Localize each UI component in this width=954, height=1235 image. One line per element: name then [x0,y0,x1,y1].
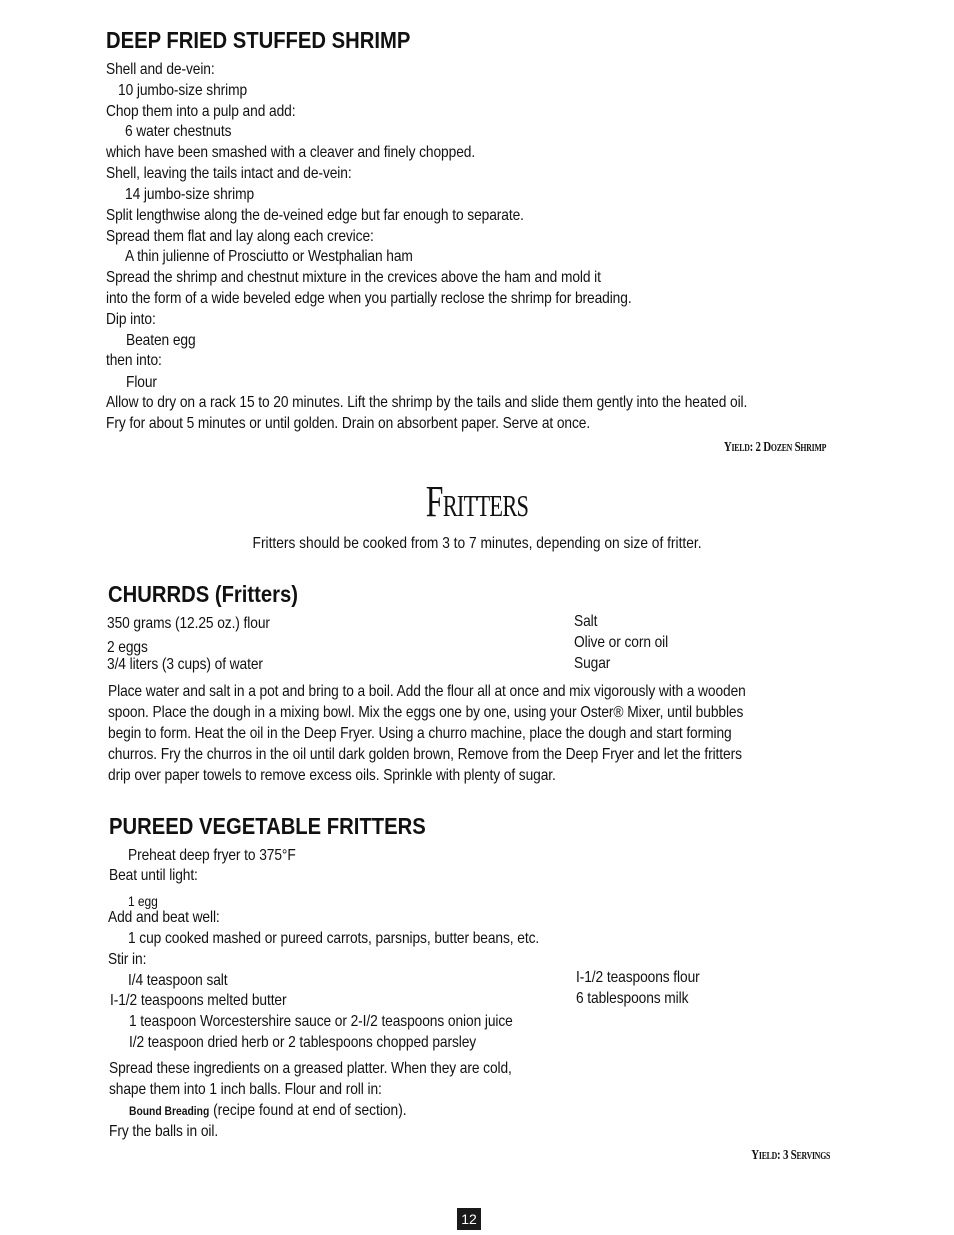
shrimp-line: Spread them flat and lay along each crevice: [106,228,374,245]
fritters-intro-wrap [0,534,954,554]
shrimp-line: Split lengthwise along the de-veined edge but far enough to separate. [106,207,524,224]
shrimp-line: Beaten egg [126,332,196,349]
section-title: Fritters [425,477,529,526]
churros-ingredient: Sugar [574,655,611,672]
veg-ingredient: 6 tablespoons milk [576,990,689,1007]
page-number: 12 [457,1208,481,1230]
bound-breading-note: (recipe found at end of section). [213,1102,407,1119]
veg-title: PUREED VEGETABLE FRITTERS [109,813,426,839]
bound-breading-ref: Bound Breading [129,1104,210,1118]
bound-breading-line [129,1101,407,1121]
veg-ingredient: I-1/2 teaspoons flour [576,969,700,986]
veg-line: Preheat deep fryer to 375°F [128,847,296,864]
shrimp-line: Flour [126,374,157,391]
veg-line: 1 teaspoon Worcestershire sauce or 2-I/2 teaspoons onion juice [129,1013,513,1030]
shrimp-line: Chop them into a pulp and add: [106,103,296,120]
shrimp-line: Shell and de-vein: [106,61,215,78]
veg-line: I/2 teaspoon dried herb or 2 tablespoons chopped parsley [129,1034,477,1051]
veg-line: 1 egg [128,893,158,909]
shrimp-line: which have been smashed with a cleaver and finely chopped. [106,144,476,161]
churros-ingredient: Salt [574,613,598,630]
churros-ingredient: 350 grams (12.25 oz.) flour [107,615,270,632]
churros-body-line: spoon. Place the dough in a mixing bowl. Mix the eggs one by one, using your Oster® Mixer, until bubbles [108,704,744,721]
veg-line: Stir in: [108,951,147,968]
churros-ingredient: Olive or corn oil [574,634,669,651]
churros-title: CHURRDS (Fritters) [108,581,299,607]
churros-body-line: drip over paper towels to remove excess oils. Sprinkle with plenty of sugar. [108,767,556,784]
fritters-intro: Fritters should be cooked from 3 to 7 minutes, depending on size of fritter. [252,535,702,552]
shrimp-line: 10 jumbo-size shrimp [118,82,248,99]
shrimp-line: then into: [106,352,162,369]
veg-yield: Yield: 3 Servings [751,1148,830,1163]
shrimp-line: 6 water chestnuts [125,123,232,140]
shrimp-line: into the form of a wide beveled edge when you partially reclose the shrimp for breading. [106,290,632,307]
veg-line: Spread these ingredients on a greased platter. When they are cold, [109,1060,512,1077]
shrimp-line: Dip into: [106,311,156,328]
shrimp-line: 14 jumbo-size shrimp [125,186,255,203]
shrimp-line: Spread the shrimp and chestnut mixture in the crevices above the ham and mold it [106,269,601,286]
churros-ingredient: 3/4 liters (3 cups) of water [107,656,263,673]
churros-body-line: begin to form. Heat the oil in the Deep Fryer. Using a churro machine, place the dough and start forming [108,725,732,742]
shrimp-line: Fry for about 5 minutes or until golden. Drain on absorbent paper. Serve at once. [106,415,591,432]
veg-line: 1 cup cooked mashed or pureed carrots, parsnips, butter beans, etc. [128,930,540,947]
veg-line: shape them into 1 inch balls. Flour and roll in: [109,1081,382,1098]
churros-body-line: churros. Fry the churros in the oil until dark golden brown, Remove from the Deep Fryer and let the fritters [108,746,742,763]
shrimp-line: Allow to dry on a rack 15 to 20 minutes. Lift the shrimp by the tails and slide them gently into the heated oil. [106,394,748,411]
veg-line: I/4 teaspoon salt [128,972,228,989]
shrimp-line: Shell, leaving the tails intact and de-vein: [106,165,352,182]
veg-line: Add and beat well: [108,909,220,926]
veg-line: Fry the balls in oil. [109,1123,219,1140]
shrimp-yield: Yield: 2 Dozen Shrimp [723,440,826,455]
churros-ingredient: 2 eggs [107,639,148,656]
shrimp-line: A thin julienne of Prosciutto or Westphalian ham [125,248,413,265]
churros-body-line: Place water and salt in a pot and bring to a boil. Add the flour all at once and mix vigorously with a wooden [108,683,746,700]
veg-line: Beat until light: [109,867,198,884]
shrimp-title: DEEP FRIED STUFFED SHRIMP [106,27,411,53]
veg-line: I-1/2 teaspoons melted butter [110,992,287,1009]
